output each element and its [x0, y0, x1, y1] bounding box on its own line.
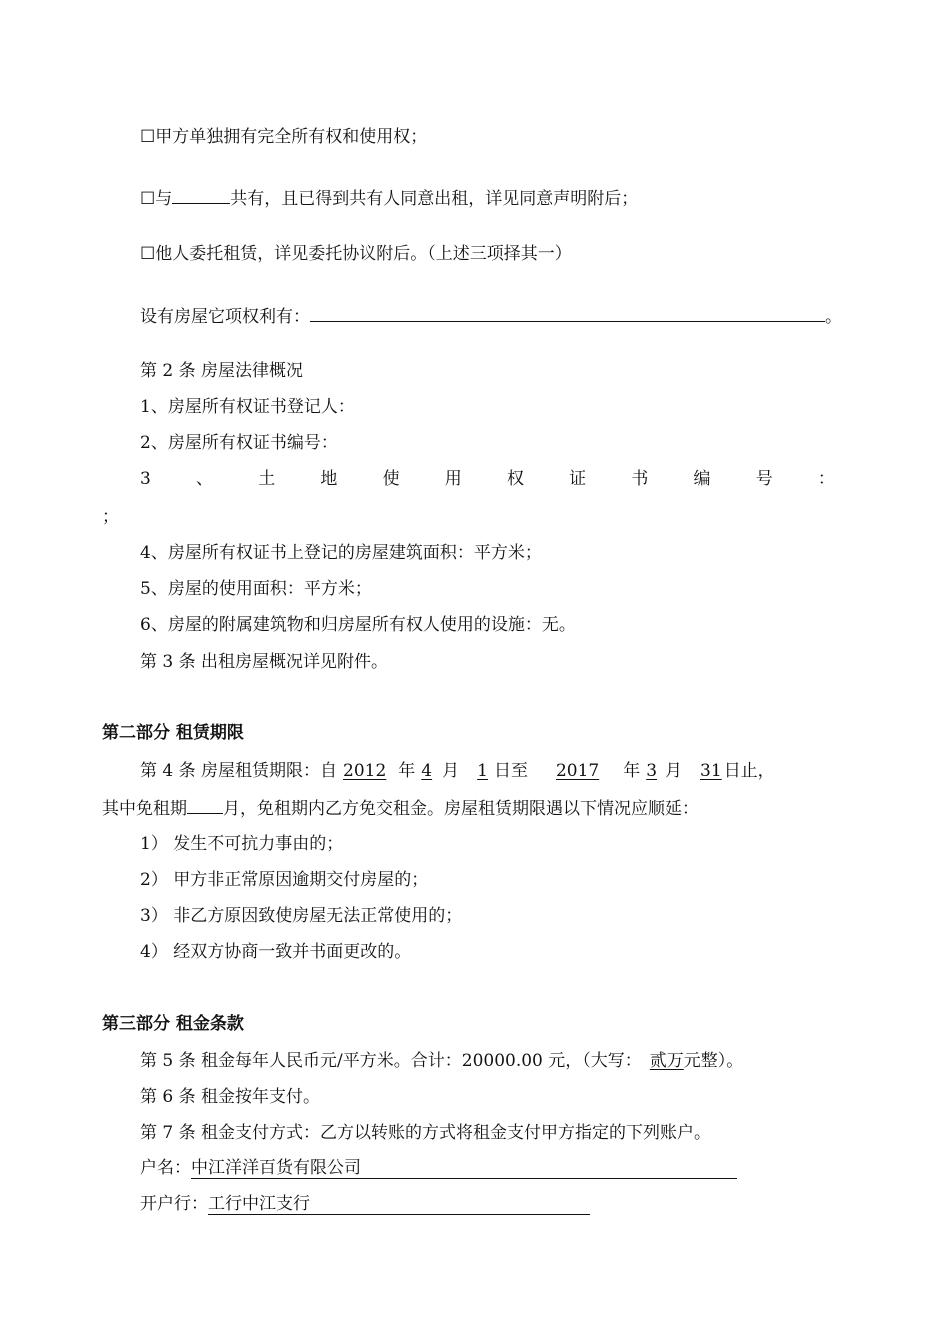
part3-heading: 第三部分 租金条款	[102, 1014, 244, 1034]
ownership-option-2-pre: ☐与	[140, 189, 173, 209]
part2-heading: 第二部分 租赁期限	[102, 723, 244, 743]
account-name: 中江洋洋百货有限公司	[191, 1158, 737, 1179]
postpone-item-4: 4） 经双方协商一致并书面更改的。	[140, 942, 412, 962]
art7-line: 第 7 条 租金支付方式：乙方以转账的方式将租金支付甲方指定的下列账户。	[140, 1123, 712, 1143]
yue-1: 月	[442, 761, 460, 781]
ownership-option-1: ☐甲方单独拥有完全所有权和使用权；	[140, 127, 428, 147]
start-day: 1	[477, 761, 488, 781]
account-line	[140, 1157, 737, 1179]
yue-2: 月	[665, 761, 683, 781]
ownership-option-3: ☐他人委托租赁，详见委托协议附后。（上述三项择其一）	[140, 244, 572, 264]
art2-item-3-char: 用	[444, 469, 462, 489]
postpone-item-1: 1） 发生不可抗力事由的；	[140, 834, 344, 854]
ownership-option-2-post: 共有，且已得到共有人同意出租，详见同意声明附后；	[230, 189, 639, 209]
art4-prefix: 第 4 条 房屋租赁期限：自	[140, 761, 338, 781]
nian-2: 年	[623, 761, 641, 781]
other-rights-label: 设有房屋它项权利有：	[140, 307, 310, 327]
postpone-item-2: 2） 甲方非正常原因逾期交付房屋的；	[140, 870, 429, 890]
art3-line: 第 3 条 出租房屋概况详见附件。	[140, 652, 389, 672]
start-year: 2012	[343, 761, 387, 781]
art2-item-3-char: 、	[196, 469, 214, 489]
art5-pre: 第 5 条 租金每年人民币元/平方米。合计：20000.00 元，（大写：	[140, 1051, 642, 1071]
bank-label: 开户行：	[140, 1194, 208, 1214]
art2-item-3-tail: ；	[102, 507, 119, 527]
art5-line	[140, 1050, 743, 1072]
art4-line-2-pre: 其中免租期	[102, 799, 187, 819]
art2-item-3-char: 编	[693, 469, 711, 489]
art2-item-3-char: 号	[755, 469, 773, 489]
nian-1: 年	[398, 761, 416, 781]
art5-post: 元整）。	[683, 1051, 744, 1071]
art6-line: 第 6 条 租金按年支付。	[140, 1087, 321, 1107]
start-month: 4	[421, 761, 433, 781]
art2-item-3-char: 书	[631, 469, 649, 489]
art2-item-3-char: ：	[817, 469, 835, 489]
art2-item-3-char: 使	[382, 469, 400, 489]
ri-zhi-2: 日止，	[723, 761, 775, 781]
art2-item-3-char: 权	[506, 469, 524, 489]
art4-line-2-post: 月，免租期内乙方免交租金。房屋租赁期限遇以下情况应顺延：	[223, 799, 699, 819]
art2-item-6: 6、房屋的附属建筑物和归房屋所有权人使用的设施：无。	[140, 615, 576, 635]
art5-amount: 贰万	[649, 1051, 684, 1071]
bank-name: 工行中江支行	[208, 1194, 590, 1215]
ri-zhi: 日至	[493, 761, 528, 781]
postpone-item-3: 3） 非乙方原因致使房屋无法正常使用的；	[140, 906, 463, 926]
other-rights-blank	[310, 305, 825, 322]
art2-item-3-char: 证	[569, 469, 587, 489]
other-rights-end: 。	[825, 307, 842, 327]
other-rights-line	[140, 305, 842, 328]
art4-line-2	[102, 797, 699, 820]
art2-item-2: 2、房屋所有权证书编号：	[140, 433, 338, 453]
art2-item-1: 1、房屋所有权证书登记人：	[140, 397, 355, 417]
art2-item-3-char: 3	[140, 469, 151, 489]
end-year: 2017	[555, 761, 600, 781]
art2-item-5: 5、房屋的使用面积：平方米；	[140, 579, 372, 599]
account-label: 户名：	[140, 1158, 191, 1178]
co-owner-blank	[172, 187, 230, 204]
art2-item-3	[140, 468, 835, 490]
end-day: 31	[700, 761, 722, 781]
ownership-option-2	[140, 187, 638, 210]
bank-line	[140, 1193, 590, 1215]
art2-item-4: 4、房屋所有权证书上登记的房屋建筑面积：平方米；	[140, 543, 542, 563]
end-month: 3	[646, 761, 658, 781]
free-period-blank	[187, 797, 223, 814]
art2-item-3-char: 土	[258, 469, 276, 489]
art2-title: 第 2 条 房屋法律概况	[140, 361, 304, 381]
art2-item-3-char: 地	[320, 469, 338, 489]
art4-line-1	[140, 760, 775, 782]
